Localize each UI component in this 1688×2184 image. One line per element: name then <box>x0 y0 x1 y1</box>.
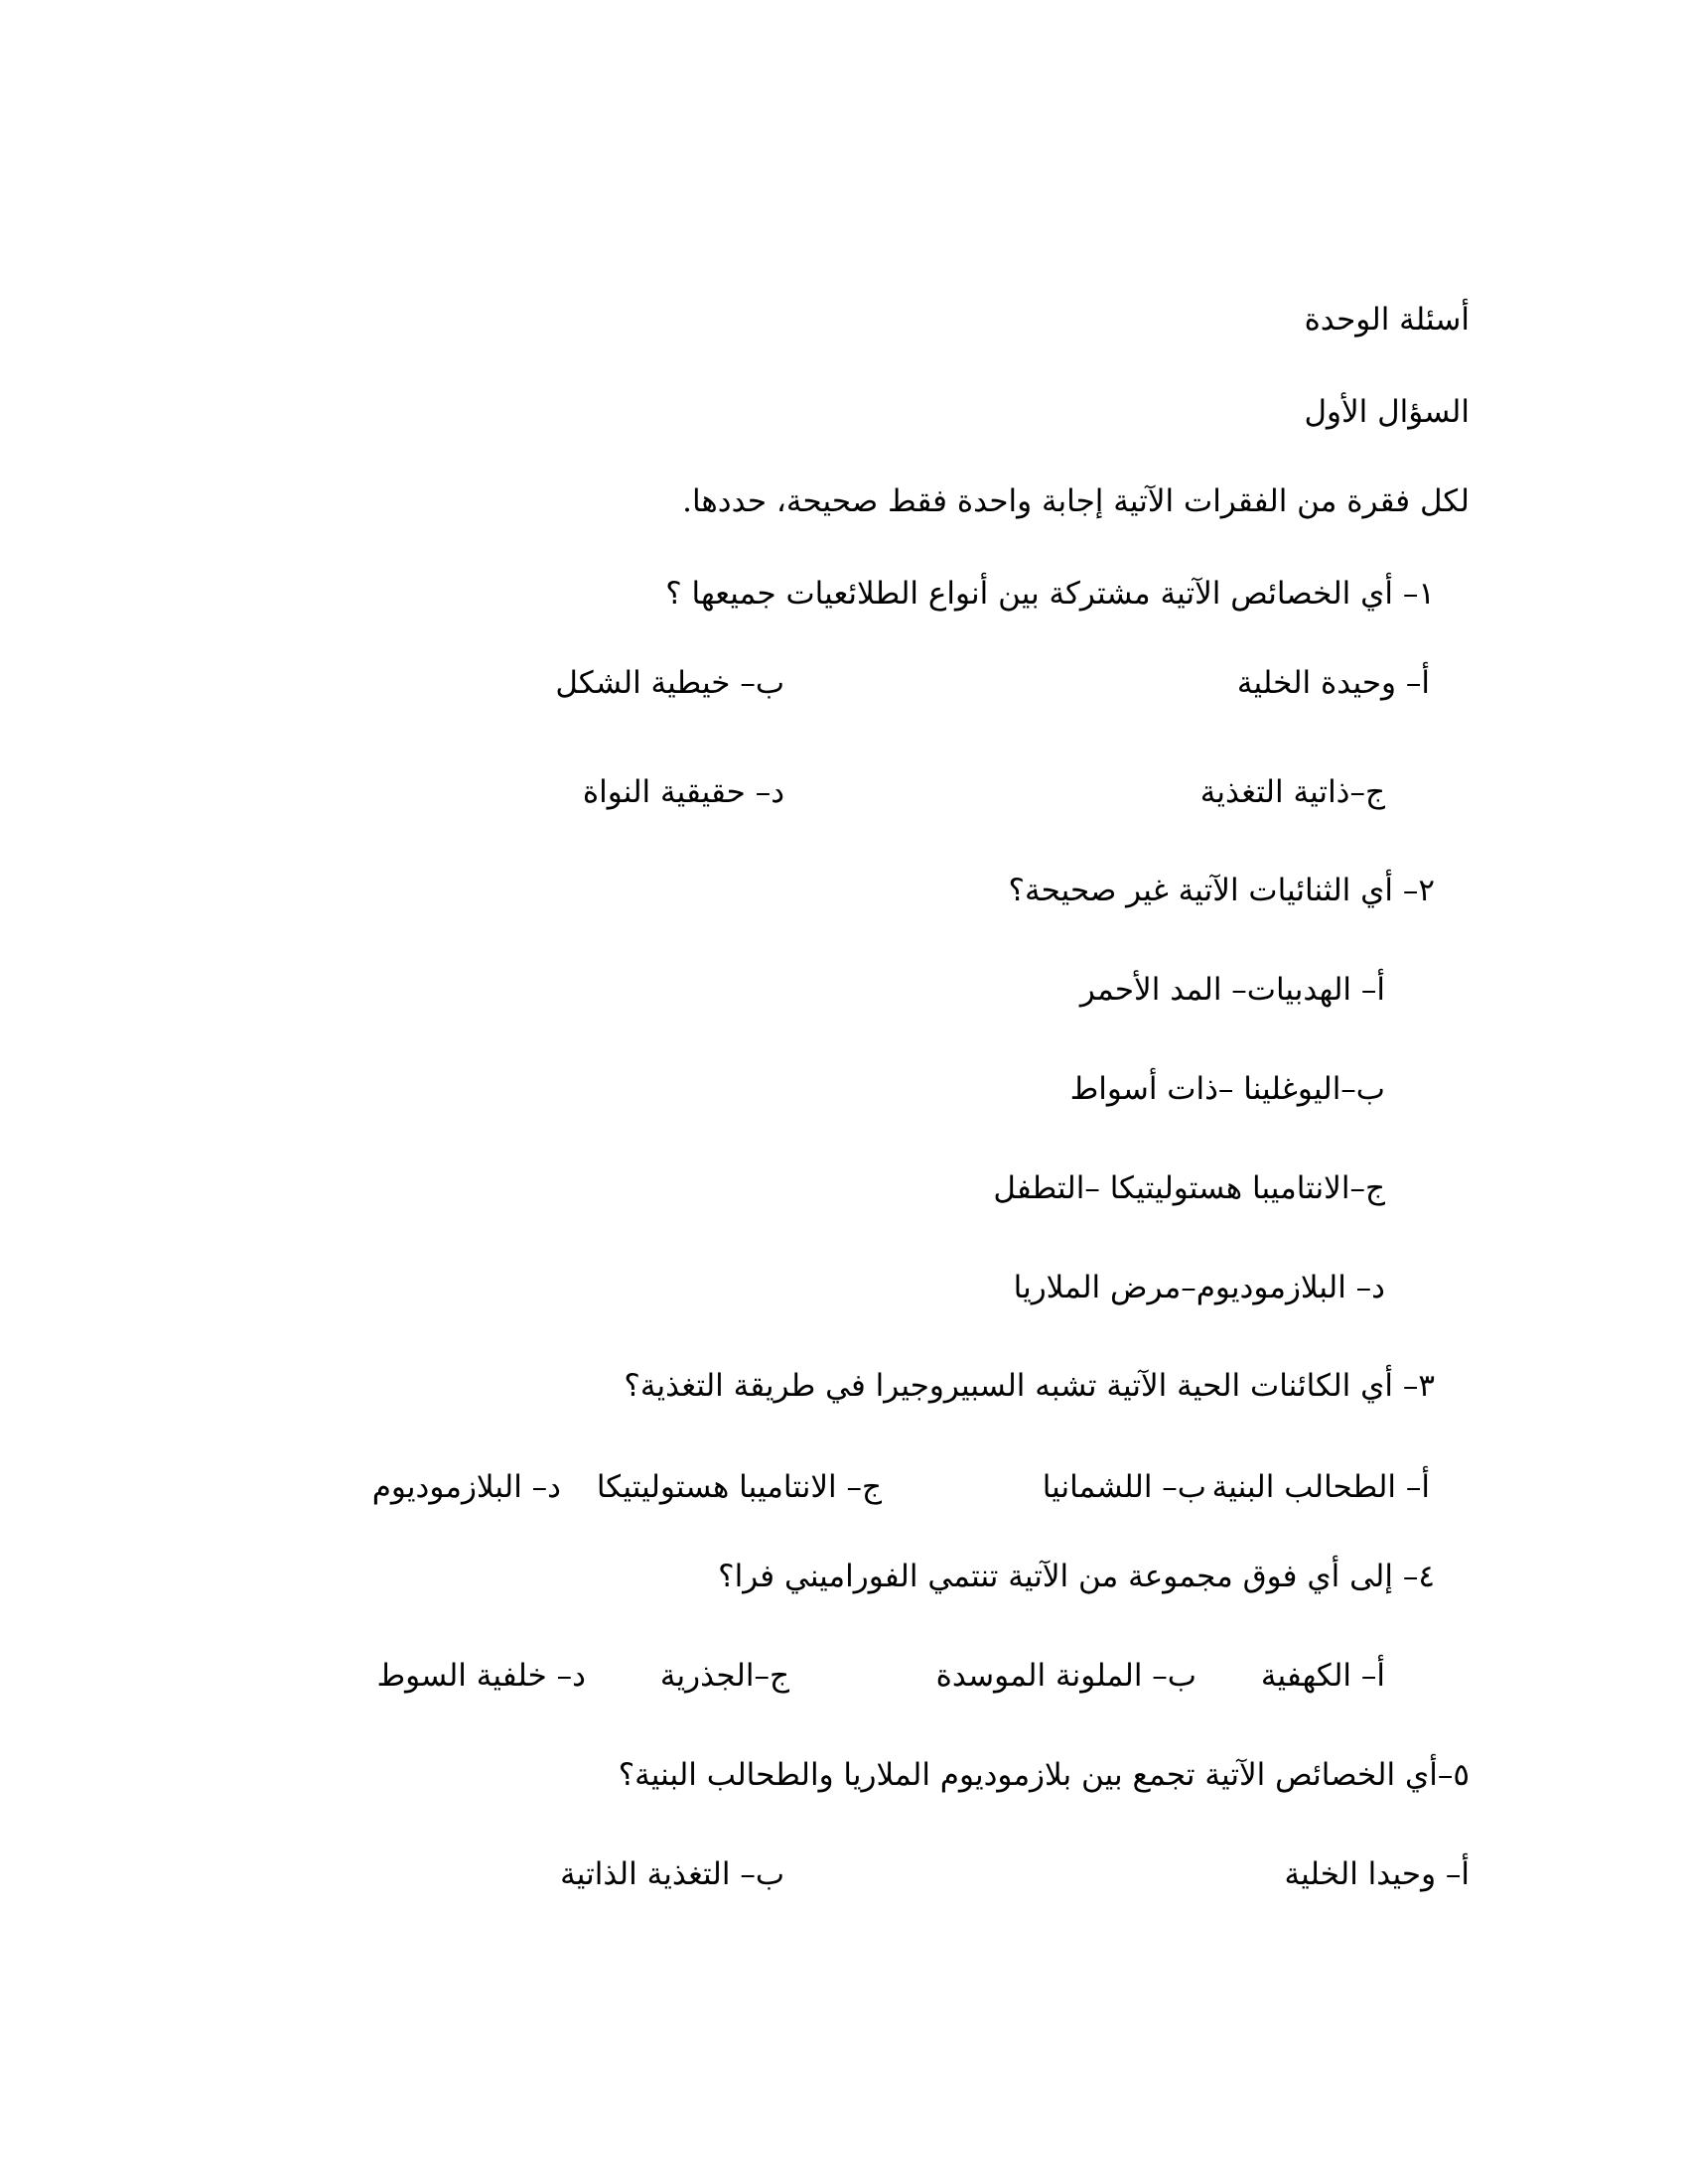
item-2-option-b: ب–اليوغلينا –ذات أسواط <box>1069 1071 1385 1107</box>
item-3-option-d: د– البلازموديوم <box>371 1469 561 1505</box>
item-3-option-b: ب– اللشمانيا <box>1042 1469 1206 1505</box>
item-1-option-c: ج–ذاتية التغذية <box>1199 774 1385 810</box>
item-4-option-d: د– خلفية السوط <box>376 1658 586 1694</box>
unit-questions-heading: أسئلة الوحدة <box>1304 302 1470 338</box>
item-2-option-c: ج–الانتاميبا هستوليتيكا –التطفل <box>993 1170 1385 1206</box>
item-4-option-a: أ– الكهفية <box>1260 1658 1385 1694</box>
item-1-option-b: ب– خيطية الشكل <box>555 665 784 701</box>
item-1-option-a: أ– وحيدة الخلية <box>1236 665 1430 701</box>
item-3-stem: ٣– أي الكائنات الحية الآتية تشبه السبيروجيرا في طريقة التغذية؟ <box>624 1368 1435 1404</box>
item-2-option-d: د– البلازموديوم–مرض الملاريا <box>1013 1270 1385 1305</box>
item-2-option-a: أ– الهدبيات– المد الأحمر <box>1079 972 1385 1008</box>
item-2-stem: ٢– أي الثنائيات الآتية غير صحيحة؟ <box>1008 873 1435 908</box>
item-3-option-a: أ– الطحالب البنية <box>1211 1469 1430 1505</box>
question-title: السؤال الأول <box>1304 394 1470 430</box>
item-3-option-c: ج– الانتاميبا هستوليتيكا <box>596 1469 882 1505</box>
item-5-option-a: أ– وحيدا الخلية <box>1284 1856 1470 1892</box>
item-4-option-b: ب– الملونة الموسدة <box>935 1658 1196 1694</box>
item-4-option-c: ج–الجذرية <box>659 1658 789 1694</box>
item-5-stem: ٥–أي الخصائص الآتية تجمع بين بلازموديوم الملاريا والطحالب البنية؟ <box>618 1757 1470 1793</box>
item-1-option-d: د– حقيقية النواة <box>582 774 784 810</box>
item-4-stem: ٤– إلى أي فوق مجموعة من الآتية تنتمي الفوراميني فرا؟ <box>718 1559 1435 1594</box>
instructions: لكل فقرة من الفقرات الآتية إجابة واحدة فقط صحيحة، حددها. <box>682 483 1470 519</box>
item-5-option-b: ب– التغذية الذاتية <box>560 1856 784 1892</box>
item-1-stem: ١– أي الخصائص الآتية مشتركة بين أنواع الطلائعيات جميعها ؟ <box>665 576 1435 612</box>
